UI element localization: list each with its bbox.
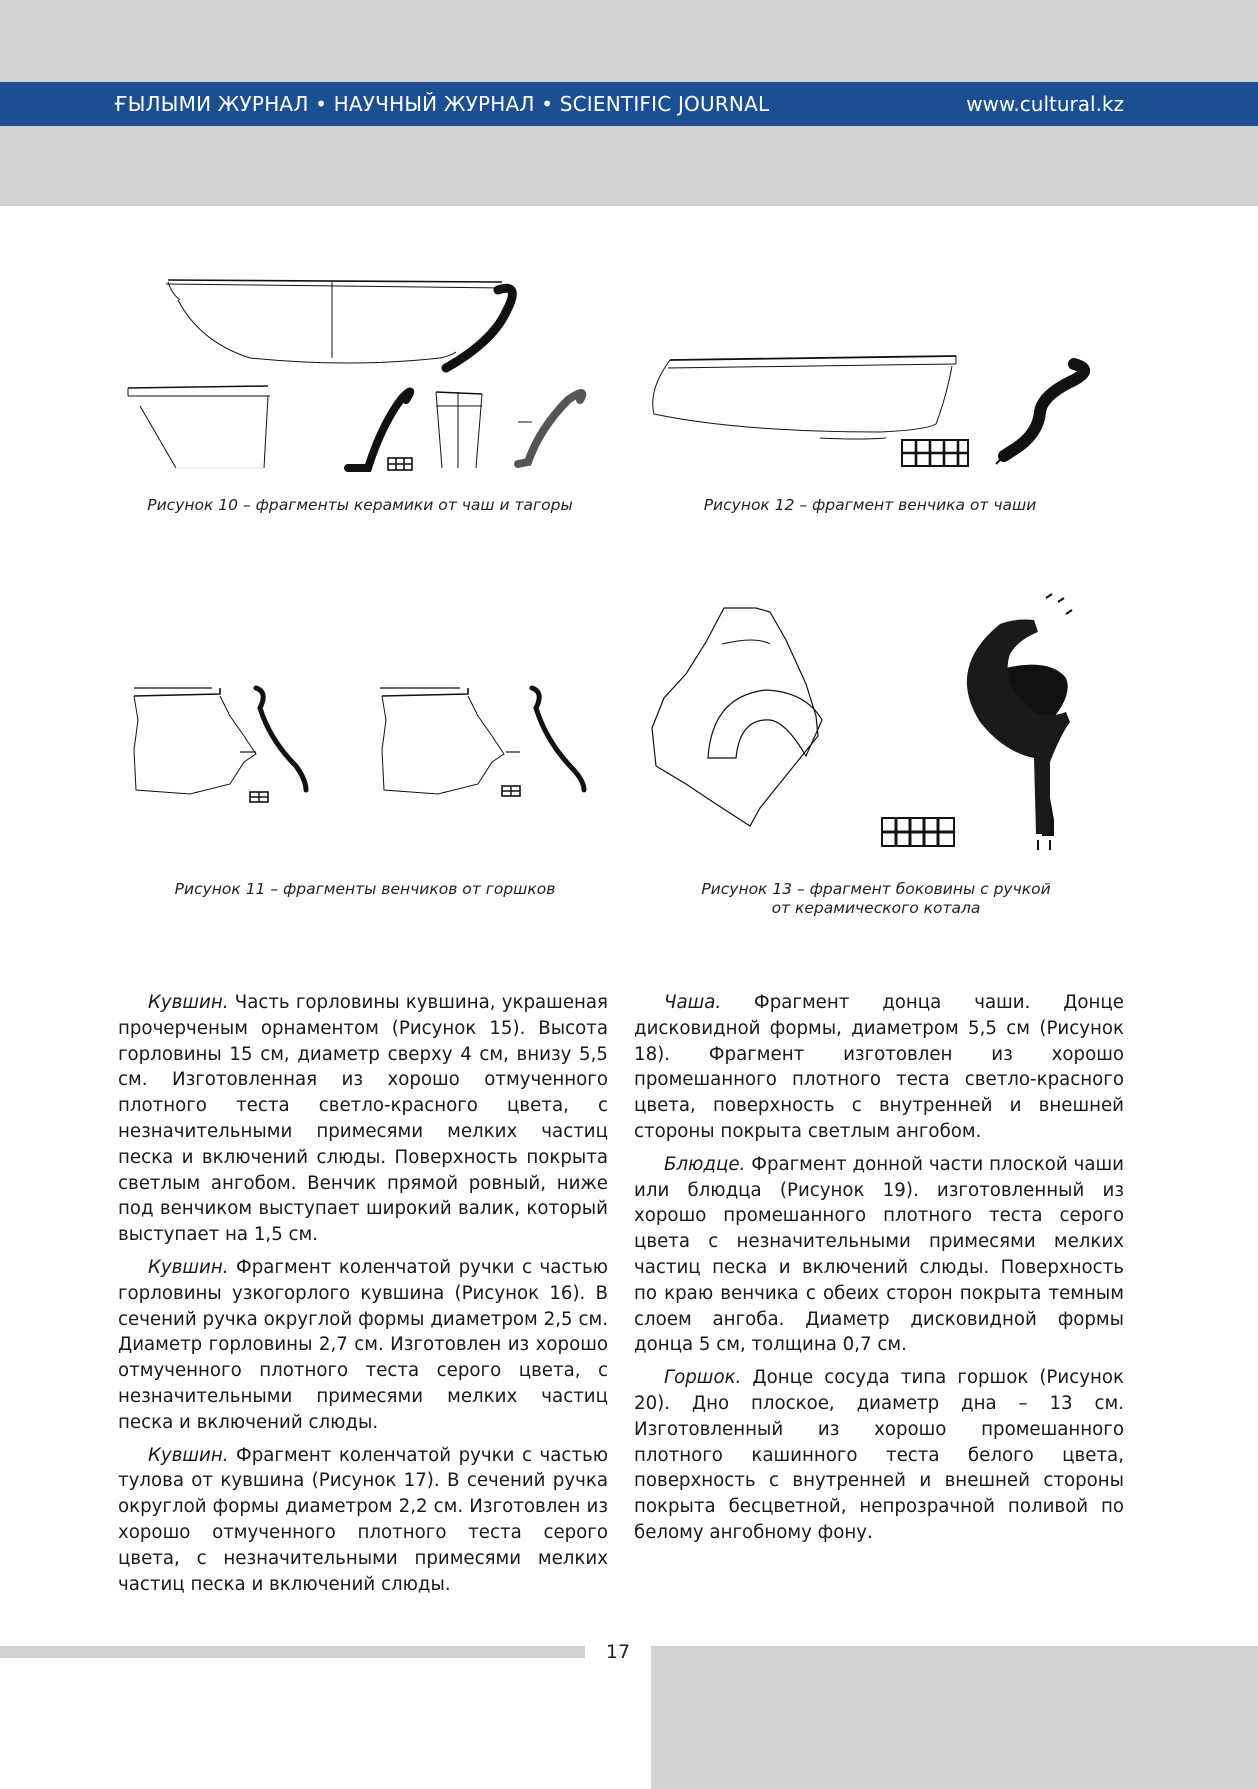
journal-website-link[interactable]: www.cultural.kz (966, 92, 1124, 116)
figure-11-caption: Рисунок 11 – фрагменты венчиков от горшков (174, 880, 556, 898)
page-number: 17 (605, 1641, 631, 1663)
figure-10-drawing (120, 272, 590, 482)
paragraph-gorshok: Горшок. Донце сосуда типа горшок (Рисунок 20). Дно плоское, диаметр дна – 13 см. Изготовленный из хорошо промешанного плотного кашинного теста белого цвета, поверхность с внутренней и внешней стороны покрыта бесцветной, непрозрачной поливой по белому ангобному фону. (634, 1367, 1124, 1543)
paragraph-bliudtse: Блюдце. Фрагмент донной части плоской чаши или блюдца (Рисунок 19). изготовленный из хорошо промешанного плотного теста серого цвета с незначительными примесями мелких частиц песка и включений слюды. Поверхность по краю венчика с обеих сторон покрыта темным слоем ангоба. Диаметр дисковидной формы донца 5 см, толщина 0,7 см. (634, 1153, 1124, 1356)
figure-12-drawing (640, 352, 1100, 482)
journal-title: ҒЫЛЫМИ ЖУРНАЛ • НАУЧНЫЙ ЖУРНАЛ • SCIENTIFIC JOURNAL (114, 92, 770, 116)
paragraph-kuvshin-1: Кувшин. Часть горловины кувшина, украшеная прочерченым орнаментом (Рисунок 15). Высота горловины 15 см, диаметр сверху 4 см, внизу 5,5 см. Изготовленная из хорошо отмученного плотного теста светло-красного цвета, с незначительными примесями мелких частиц песка и включений слюды. Поверхность покрыта светлым ангобом. Венчик прямой ровный, ниже под венчиком выступает широкий валик, который выступает на 1,5 см. (118, 992, 608, 1246)
term: Кувшин. (148, 1256, 229, 1278)
figure-13-caption: Рисунок 13 – фрагмент боковины с ручкой от керамического котала (701, 880, 1051, 917)
journal-header-bar (0, 82, 1258, 126)
paragraph-kuvshin-2: Кувшин. Фрагмент коленчатой ручки с частью горловины узкогорлого кувшина (Рисунок 16). В сечений ручка округлой формы диаметром 2,5 см. Диаметр горловины 2,7 см. Изготовлен из хорошо отмученного плотного теста серого цвета, с незначительными примесями мелких частиц песка и включений слюды. (118, 1256, 608, 1433)
footer-gray-block (651, 1646, 1258, 1789)
term: Кувшин. (148, 1444, 229, 1466)
footer-gray-line (0, 1646, 585, 1658)
term: Блюдце. (664, 1153, 746, 1175)
term: Горшок. (664, 1367, 742, 1389)
term: Кувшин. (148, 992, 229, 1013)
paragraph-chasha: Чаша. Фрагмент донца чаши. Донце дисковидной формы, диаметром 5,5 см (Рисунок 18). Фрагмент изготовлен из хорошо промешанного плотного теста светло-красного цвета, поверхность с внутренней и внешней стороны покрыта светлым ангобом. (634, 992, 1124, 1142)
figure-10-caption: Рисунок 10 – фрагменты керамики от чаш и тагоры (147, 496, 573, 514)
term: Чаша. (664, 992, 722, 1013)
left-text-column (118, 990, 608, 1604)
right-text-column (634, 990, 1124, 1553)
figure-11-drawing (120, 680, 610, 810)
figure-13-drawing (646, 588, 1116, 868)
figure-12-caption: Рисунок 12 – фрагмент венчика от чаши (703, 496, 1037, 514)
paragraph-kuvshin-3: Кувшин. Фрагмент коленчатой ручки с частью тулова от кувшина (Рисунок 17). В сечений ручка округлой формы диаметром 2,2 см. Изготовлен из хорошо отмученного плотного теста серого цвета, с незначительными примесями мелких частиц песка и включений слюды. (118, 1444, 608, 1595)
